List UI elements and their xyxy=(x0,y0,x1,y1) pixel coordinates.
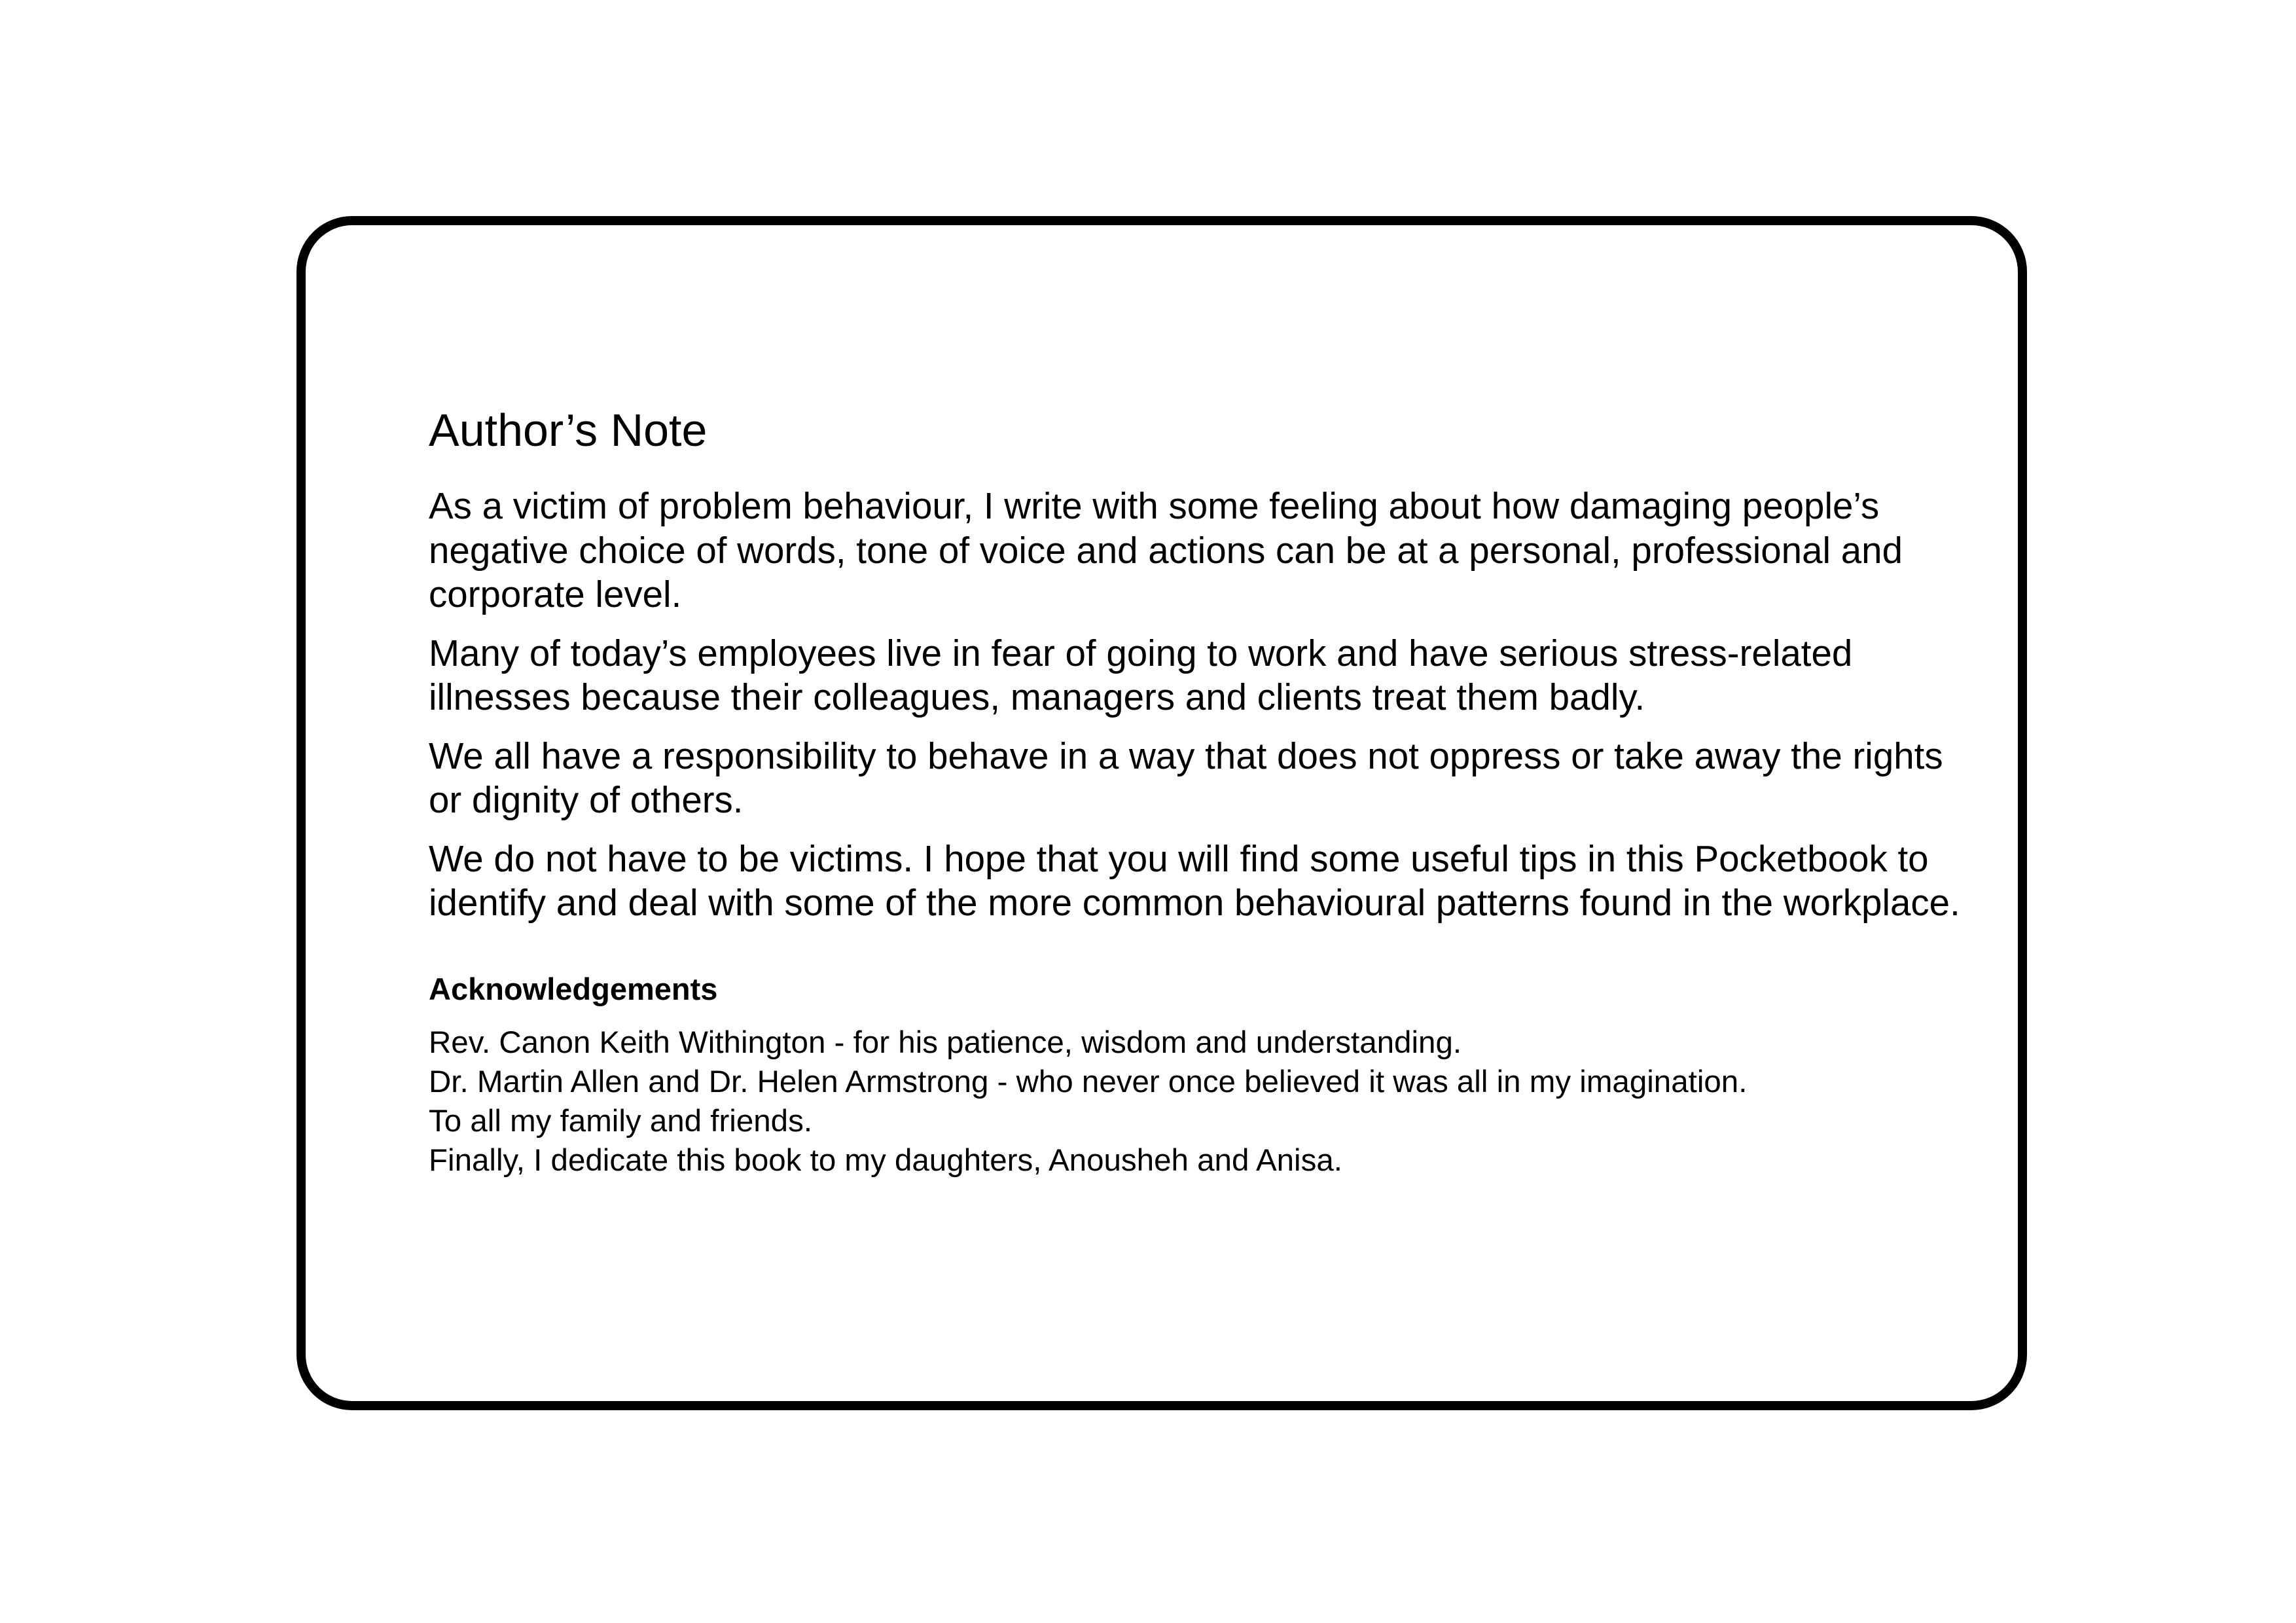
acknowledgement-line: Dr. Martin Allen and Dr. Helen Armstrong - who never once believed it was all in my imagination. xyxy=(429,1064,1748,1099)
note-paragraph: As a victim of problem behaviour, I write with some feeling about how damaging people’s negative choice of words, tone of voice and actions can be at a personal, professional and corporate level. xyxy=(429,485,1903,615)
note-paragraph: We do not have to be victims. I hope that you will find some useful tips in this Pocketbook to identify and deal with some of the more common behavioural patterns found in the workplace. xyxy=(429,837,1960,923)
page-title: Author’s Note xyxy=(429,405,708,456)
acknowledgements-list xyxy=(429,1023,1973,1180)
note-paragraph: Many of today’s employees live in fear of going to work and have serious stress-related illnesses because their colleagues, managers and clients treat them badly. xyxy=(429,632,1853,718)
note-paragraph: We all have a responsibility to behave in a way that does not oppress or take away the rights or dignity of others. xyxy=(429,735,1943,820)
acknowledgement-line: Finally, I dedicate this book to my daughters, Anousheh and Anisa. xyxy=(429,1142,1342,1178)
acknowledgement-line: Rev. Canon Keith Withington - for his patience, wisdom and understanding. xyxy=(429,1025,1462,1060)
note-body xyxy=(429,484,1973,925)
page-content xyxy=(429,403,1973,1180)
acknowledgements-heading: Acknowledgements xyxy=(429,971,718,1006)
acknowledgement-line: To all my family and friends. xyxy=(429,1103,813,1139)
